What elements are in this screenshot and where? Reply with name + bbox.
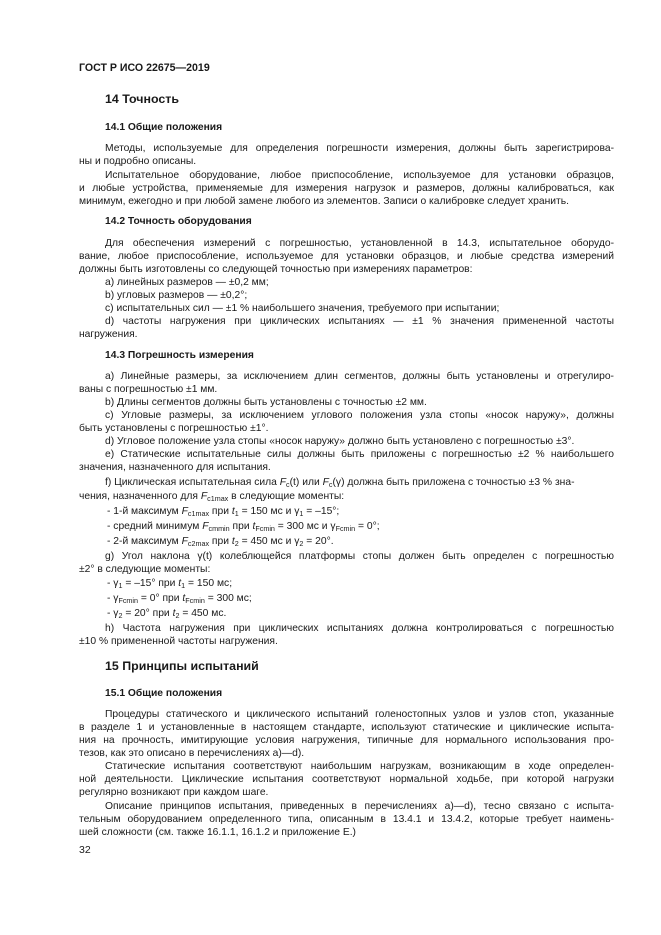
paragraph-line: Методы, используемые для определения погрешности измерения, должны быть зарегистрирова- (105, 143, 614, 154)
paragraph-line: ния на прочность, имитирующие условия нагружения, типичные для нормального использования про- (79, 735, 614, 746)
paragraph-line: ной деятельности. Циклические испытания соответствуют нормальной ходьбе, при которой нагрузки (79, 774, 614, 785)
paragraph-line: и любые устройства, применяемые для измерения нагрузок и размеров, должны калиброваться, как (79, 183, 614, 194)
list-item: c) испытательных сил — ±1 % наибольшего значения, требуемого при испытании; (105, 303, 500, 314)
paragraph-line: Статические испытания соответствуют наибольшим нагрузкам, возникающим в ходе определен- (105, 761, 614, 772)
list-item: d) Угловое положение узла стопы «носок наружу» должно быть установлено с погрешностью ±3°. (105, 436, 575, 447)
list-item-continuation: ±10 % примененной частоты нагружения. (79, 636, 278, 647)
paragraph-line: Испытательное оборудование, любое приспособление, используемое для установки образцов, (105, 170, 614, 181)
paragraph-line: Для обеспечения измерений с погрешностью, установленной в 14.3, испытательное оборудо- (105, 238, 614, 249)
subsection-14-3-title: 14.3 Погрешность измерения (105, 350, 254, 361)
paragraph-line: тельным оборудованием определенного типа, описанным в 13.4.1 и 13.4.2, которые требует наимень- (79, 814, 614, 825)
paragraph-line: Описание принципов испытания, приведенных в перечислениях а)—d), тесно связано с испыта- (105, 801, 614, 812)
bullet-item: - средний минимум $F_{cmmin}$ при $t_{Fcmin} = 300$ мс и $\gamma_{Fcmin} = 0^\circ$; (107, 521, 380, 533)
bullet-item: - $\gamma_{Fcmin} = 0^\circ$ при $t_{Fcmin} = 300$ мс; (107, 593, 252, 605)
paragraph-line: в разделе 1 и установленные в настоящем стандарте, используют статические и циклические испыта- (79, 722, 614, 733)
list-item-h: h) Частота нагружения при циклических испытаниях должна контролироваться с погрешностью (105, 623, 614, 634)
paragraph-line: вание, любое приспособление, используемое для установки образцов, и любые средства измерений (79, 251, 614, 262)
list-item: a) Линейные размеры, за исключением длин сегментов, должны быть установлены и отрегулиро- (105, 371, 614, 382)
paragraph-line: ны и подробно описаны. (79, 156, 197, 167)
bullet-item: - 2-й максимум $F_{c2max}$ при $t_2 = 450$ мс и $\gamma_2 = 20^\circ$. (107, 536, 334, 548)
list-item: d) частоты нагружения при циклических испытаниях — ±1 % значения примененной частоты (105, 316, 614, 327)
section-15-title: 15 Принципы испытаний (105, 659, 259, 673)
subsection-14-1-title: 14.1 Общие положения (105, 122, 223, 133)
list-item-continuation: ваны с погрешностью ±1 мм. (79, 384, 218, 395)
paragraph-line: должны быть изготовлены со следующей точностью при измерениях параметров: (79, 264, 473, 275)
list-item: b) Длины сегментов должны быть установлены с точностью ±2 мм. (105, 397, 427, 408)
list-item-f: f) Циклическая испытательная сила $F_c(t)$ или $F_c(\gamma)$ должна быть приложена с точностью ±3 % зна- (105, 477, 575, 489)
document-header: ГОСТ Р ИСО 22675—2019 (79, 62, 210, 74)
list-item: a) линейных размеров — ±0,2 мм; (105, 277, 269, 288)
list-item-g: g) Угол наклона γ(t) колеблющейся платформы стопы должен быть определен с погрешностью (105, 551, 614, 562)
bullet-item: - 1-й максимум $F_{c1max}$ при $t_1 = 150$ мс и $\gamma_1 = -15^\circ$; (107, 506, 340, 518)
subsection-15-1-title: 15.1 Общие положения (105, 688, 223, 699)
paragraph-line: регулярно возникают при каждом шаге. (79, 787, 269, 798)
section-14-title: 14 Точность (105, 92, 179, 106)
subsection-14-2-title: 14.2 Точность оборудования (105, 216, 252, 227)
list-item-continuation: чения, назначенного для $F_{c1max}$ в следующие моменты: (79, 491, 345, 503)
paragraph-line: Процедуры статического и циклического испытаний голеностопных узлов и узлов стоп, указанные (105, 709, 614, 720)
list-item: b) угловых размеров — ±0,2°; (105, 290, 248, 301)
paragraph-line: тезов, как это описано в перечислениях а)—d). (79, 748, 305, 759)
list-item-continuation: быть установлены с погрешностью ±1°. (79, 423, 269, 434)
page-number: 32 (79, 844, 91, 856)
list-item-continuation: нагружения. (79, 329, 138, 340)
list-item: e) Статические испытательные силы должны быть приложены с погрешностью ±2 % наибольшего (105, 449, 614, 460)
paragraph-line: минимум, ежегодно и при любой замене любого из элементов. Записи о калибровке следует хранить. (79, 196, 569, 207)
bullet-item: - $\gamma_1 = -15^\circ$ при $t_1 = 150$ мс; (107, 578, 233, 590)
bullet-item: - $\gamma_2 = 20^\circ$ при $t_2 = 450$ мс. (107, 608, 227, 620)
list-item-continuation: значения, назначенного для испытания. (79, 462, 271, 473)
list-item: c) Угловые размеры, за исключением углового положения узла стопы «носок наружу», должны (105, 410, 614, 421)
paragraph-line: шей сложности (см. также 16.1.1, 16.1.2 и приложение Е.) (79, 827, 356, 838)
list-item-continuation: ±2° в следующие моменты: (79, 564, 211, 575)
